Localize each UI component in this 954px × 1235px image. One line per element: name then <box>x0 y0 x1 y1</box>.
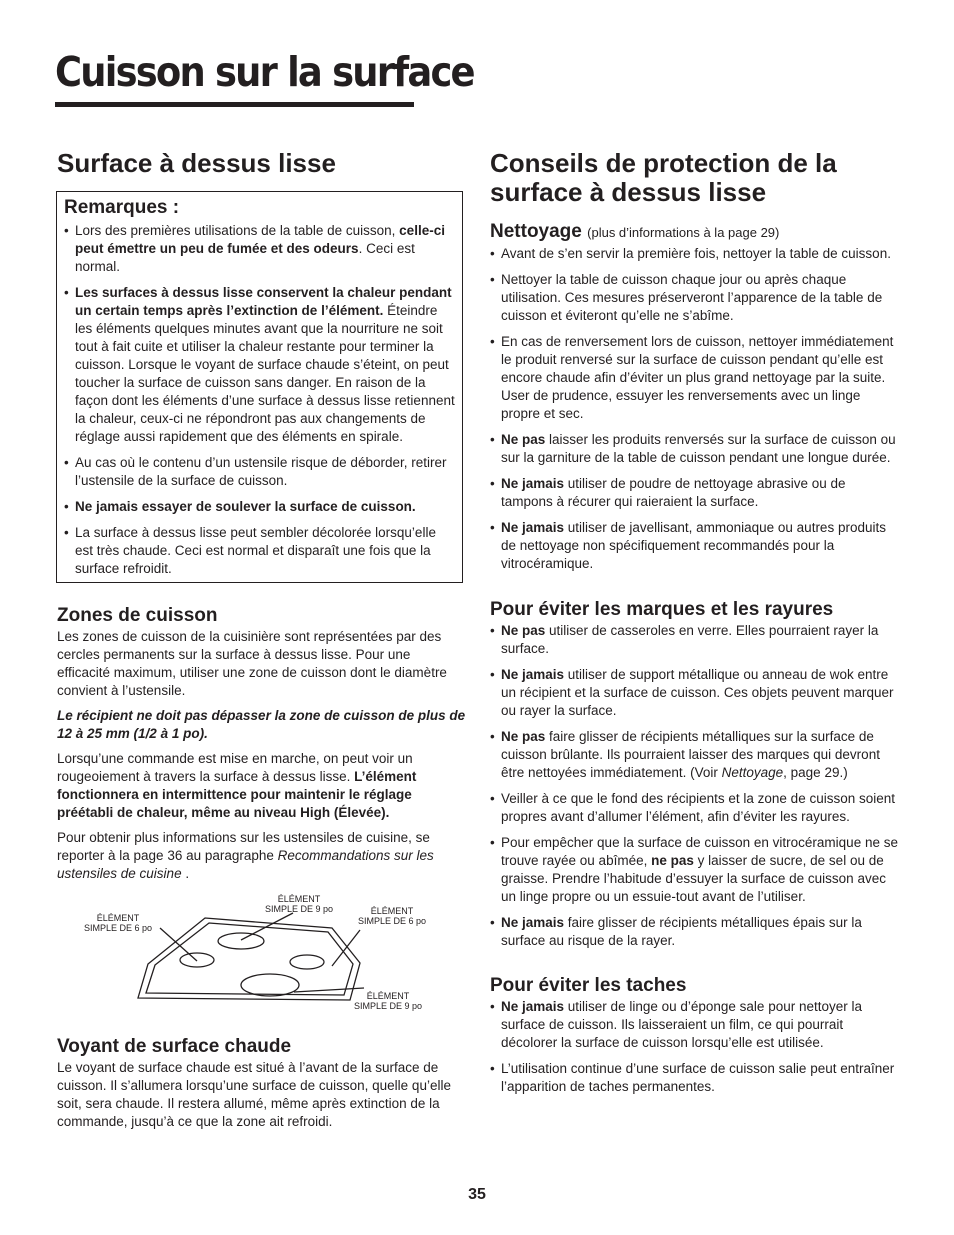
label-element-6in-right: ÉLÉMENT SIMPLE DE 6 po <box>357 906 427 926</box>
remark-item: • Ne jamais essayer de soulever la surface de cuisson. <box>64 498 456 516</box>
stains-section <box>490 975 900 1104</box>
cleaning-item: • Nettoyer la table de cuisson chaque jour ou après chaque utilisation. Ces mesures préserveront l’apparence de la table de cuisson et éviteront qu’elle ne s’abîme. <box>490 271 900 325</box>
hot-surface-title: Voyant de surface chaude <box>57 1036 292 1057</box>
cleaning-item: • Ne jamais utiliser de poudre de nettoyage abrasive ou de tampons à récurer qui raieraient la surface. <box>490 475 900 511</box>
remark-item: • Au cas où le contenu d’un ustensile risque de déborder, retirer l’ustensile de la surface de cuisson. <box>64 454 456 490</box>
cleaning-item: • En cas de renversement lors de cuisson, nettoyer immédiatement le produit renversé sur la surface de cuisson pendant qu’elle est encore chaude afin d’éviter un plus grand nettoyage par la suite. User de prudence, essuyer les renversements avec un linge propre et sec. <box>490 333 900 423</box>
page-number: 35 <box>468 1186 486 1203</box>
title-rule <box>55 102 414 107</box>
remarks-content <box>64 197 456 586</box>
stains-item: • L’utilisation continue d’une surface de cuisson salie peut entraîner l’apparition de taches permanentes. <box>490 1060 900 1096</box>
scratches-item: • Ne jamais faire glisser de récipients métalliques épais sur la surface au risque de la rayer. <box>490 914 900 950</box>
remarks-list <box>64 222 456 578</box>
section-heading-smooth-top: Surface à dessus lisse <box>57 148 336 178</box>
cleaning-item: • Ne pas laisser les produits renversés sur la surface de cuisson ou sur la garniture de la table de cuisson pendant une longue durée. <box>490 431 900 467</box>
stains-title: Pour éviter les taches <box>490 975 687 996</box>
zones-warning: Le récipient ne doit pas dépasser la zone de cuisson de plus de 12 à 25 mm (1/2 à 1 po). <box>57 708 466 741</box>
hot-surface-paragraph: Le voyant de surface chaude est situé à l’avant de la surface de cuisson. Il s’allumera lorsqu’une surface de cuisson, quelle qu’elle soit, sera chaude. Il restera allumé, même après extinction de la commande, jusqu’à ce que la zone ait refroidi. <box>57 1060 451 1129</box>
remarks-title: Remarques : <box>64 197 180 218</box>
section-heading-protection: Conseils de protection de la surface à dessus lisse <box>490 148 837 207</box>
scratches-item: • Pour empêcher que la surface de cuisson en vitrocéramique ne se trouve rayée ou abîmée, ne pas y laisser de sucre, de sel ou de graisse. Prendre l’habitude d’essuyer la surface de cuisson avec un linge propre ou un essuie-tout avant de l’utiliser. <box>490 834 900 906</box>
burner-front-right <box>241 974 299 996</box>
zones-paragraph: Les zones de cuisson de la cuisinière sont représentées par des cercles permanents sur la surface à dessus lisse. Pour une efficacité maximum, utiliser une zone de cuisson dont le diamètre convient à l’ustensile. <box>57 629 447 698</box>
scratches-item: • Ne pas utiliser de casseroles en verre. Elles pourraient rayer la surface. <box>490 622 900 658</box>
scratches-item: • Ne jamais utiliser de support métallique ou anneau de wok entre un récipient et la surface de cuisson. Ces objets peuvent marquer ou rayer la surface. <box>490 666 900 720</box>
scratches-list <box>490 622 900 950</box>
hot-surface-indicator-section <box>57 1036 467 1138</box>
scratches-section <box>490 599 900 958</box>
stains-list <box>490 998 900 1096</box>
scratches-item: • Ne pas faire glisser de récipients métalliques sur la surface de cuisson brûlante. Ils pourraient laisser des marques qui devront être nettoyées immédiatement. (Voir Nettoyage, page 29.) <box>490 728 900 782</box>
label-element-6in-left: ÉLÉMENT SIMPLE DE 6 po <box>83 913 153 933</box>
cooktop-outline <box>138 918 360 1000</box>
label-element-9in-rear: ÉLÉMENT SIMPLE DE 9 po <box>264 894 334 914</box>
burner-rear-right <box>290 955 324 969</box>
scratches-title: Pour éviter les marques et les rayures <box>490 599 834 620</box>
cooktop-diagram <box>60 888 460 1018</box>
zones-paragraph: Lorsqu’une commande est mise en marche, on peut voir un rougeoiement à travers la surface à dessus lisse. L’élément fonctionnera en intermittence pour maintenir le réglage préétabli de chaleur, même au niveau High (Élevée). <box>57 751 417 820</box>
cleaning-section <box>490 221 900 581</box>
remark-item: • Lors des premières utilisations de la table de cuisson, celle-ci peut émettre un peu de fumée et des odeurs. Ceci est normal. <box>64 222 456 276</box>
scratches-item: • Veiller à ce que le fond des récipients et la zone de cuisson soient propres avant d’allumer l’élément, afin d’éviter les rayures. <box>490 790 900 826</box>
burner-rear-left <box>218 933 264 949</box>
label-element-9in-front: ÉLÉMENT SIMPLE DE 9 po <box>353 991 423 1011</box>
burner-front-left <box>180 953 214 967</box>
remark-item: • La surface à dessus lisse peut sembler décolorée lorsqu’elle est très chaude. Ceci est normal et disparaît une fois que la surface refroidit. <box>64 524 456 578</box>
cleaning-item: • Ne jamais utiliser de javellisant, ammoniaque ou autres produits de nettoyage non spécifiquement recommandés pour la vitrocéramique. <box>490 519 900 573</box>
zones-paragraph: Pour obtenir plus informations sur les ustensiles de cuisine, se reporter à la page 36 au paragraphe Recommandations sur les ustensiles de cuisine . <box>57 830 434 881</box>
cleaning-item: • Avant de s’en servir la première fois, nettoyer la table de cuisson. <box>490 245 900 263</box>
cleaning-title: Nettoyage (plus d’informations à la page 29) <box>490 221 780 242</box>
cooking-zones-section <box>57 605 467 890</box>
remark-item: • Les surfaces à dessus lisse conservent la chaleur pendant un certain temps après l’extinction de l’élément. Éteindre les éléments quelques minutes avant que la nourriture ne soit tout à fait cuite et utiliser la chaleur restante pour terminer la cuisson. Lorsque le voyant de surface chaude s’éteint, on peut toucher la surface de cuisson sans danger. En raison de la façon dont les éléments d’une surface à dessus lisse retiennent la chaleur, ceux-ci ne répondront pas aux changements de réglage aussi rapidement que des éléments en spirale. <box>64 284 456 446</box>
cooking-zones-title: Zones de cuisson <box>57 605 218 626</box>
page-title: Cuisson sur la surface <box>55 48 474 96</box>
stains-item: • Ne jamais utiliser de linge ou d’éponge sale pour nettoyer la surface de cuisson. Ils laisseraient un film, ce qui pourrait décolorer la surface de cuisson lorsqu’elle est utilisée. <box>490 998 900 1052</box>
cleaning-list <box>490 245 900 573</box>
leader-line <box>332 930 360 966</box>
